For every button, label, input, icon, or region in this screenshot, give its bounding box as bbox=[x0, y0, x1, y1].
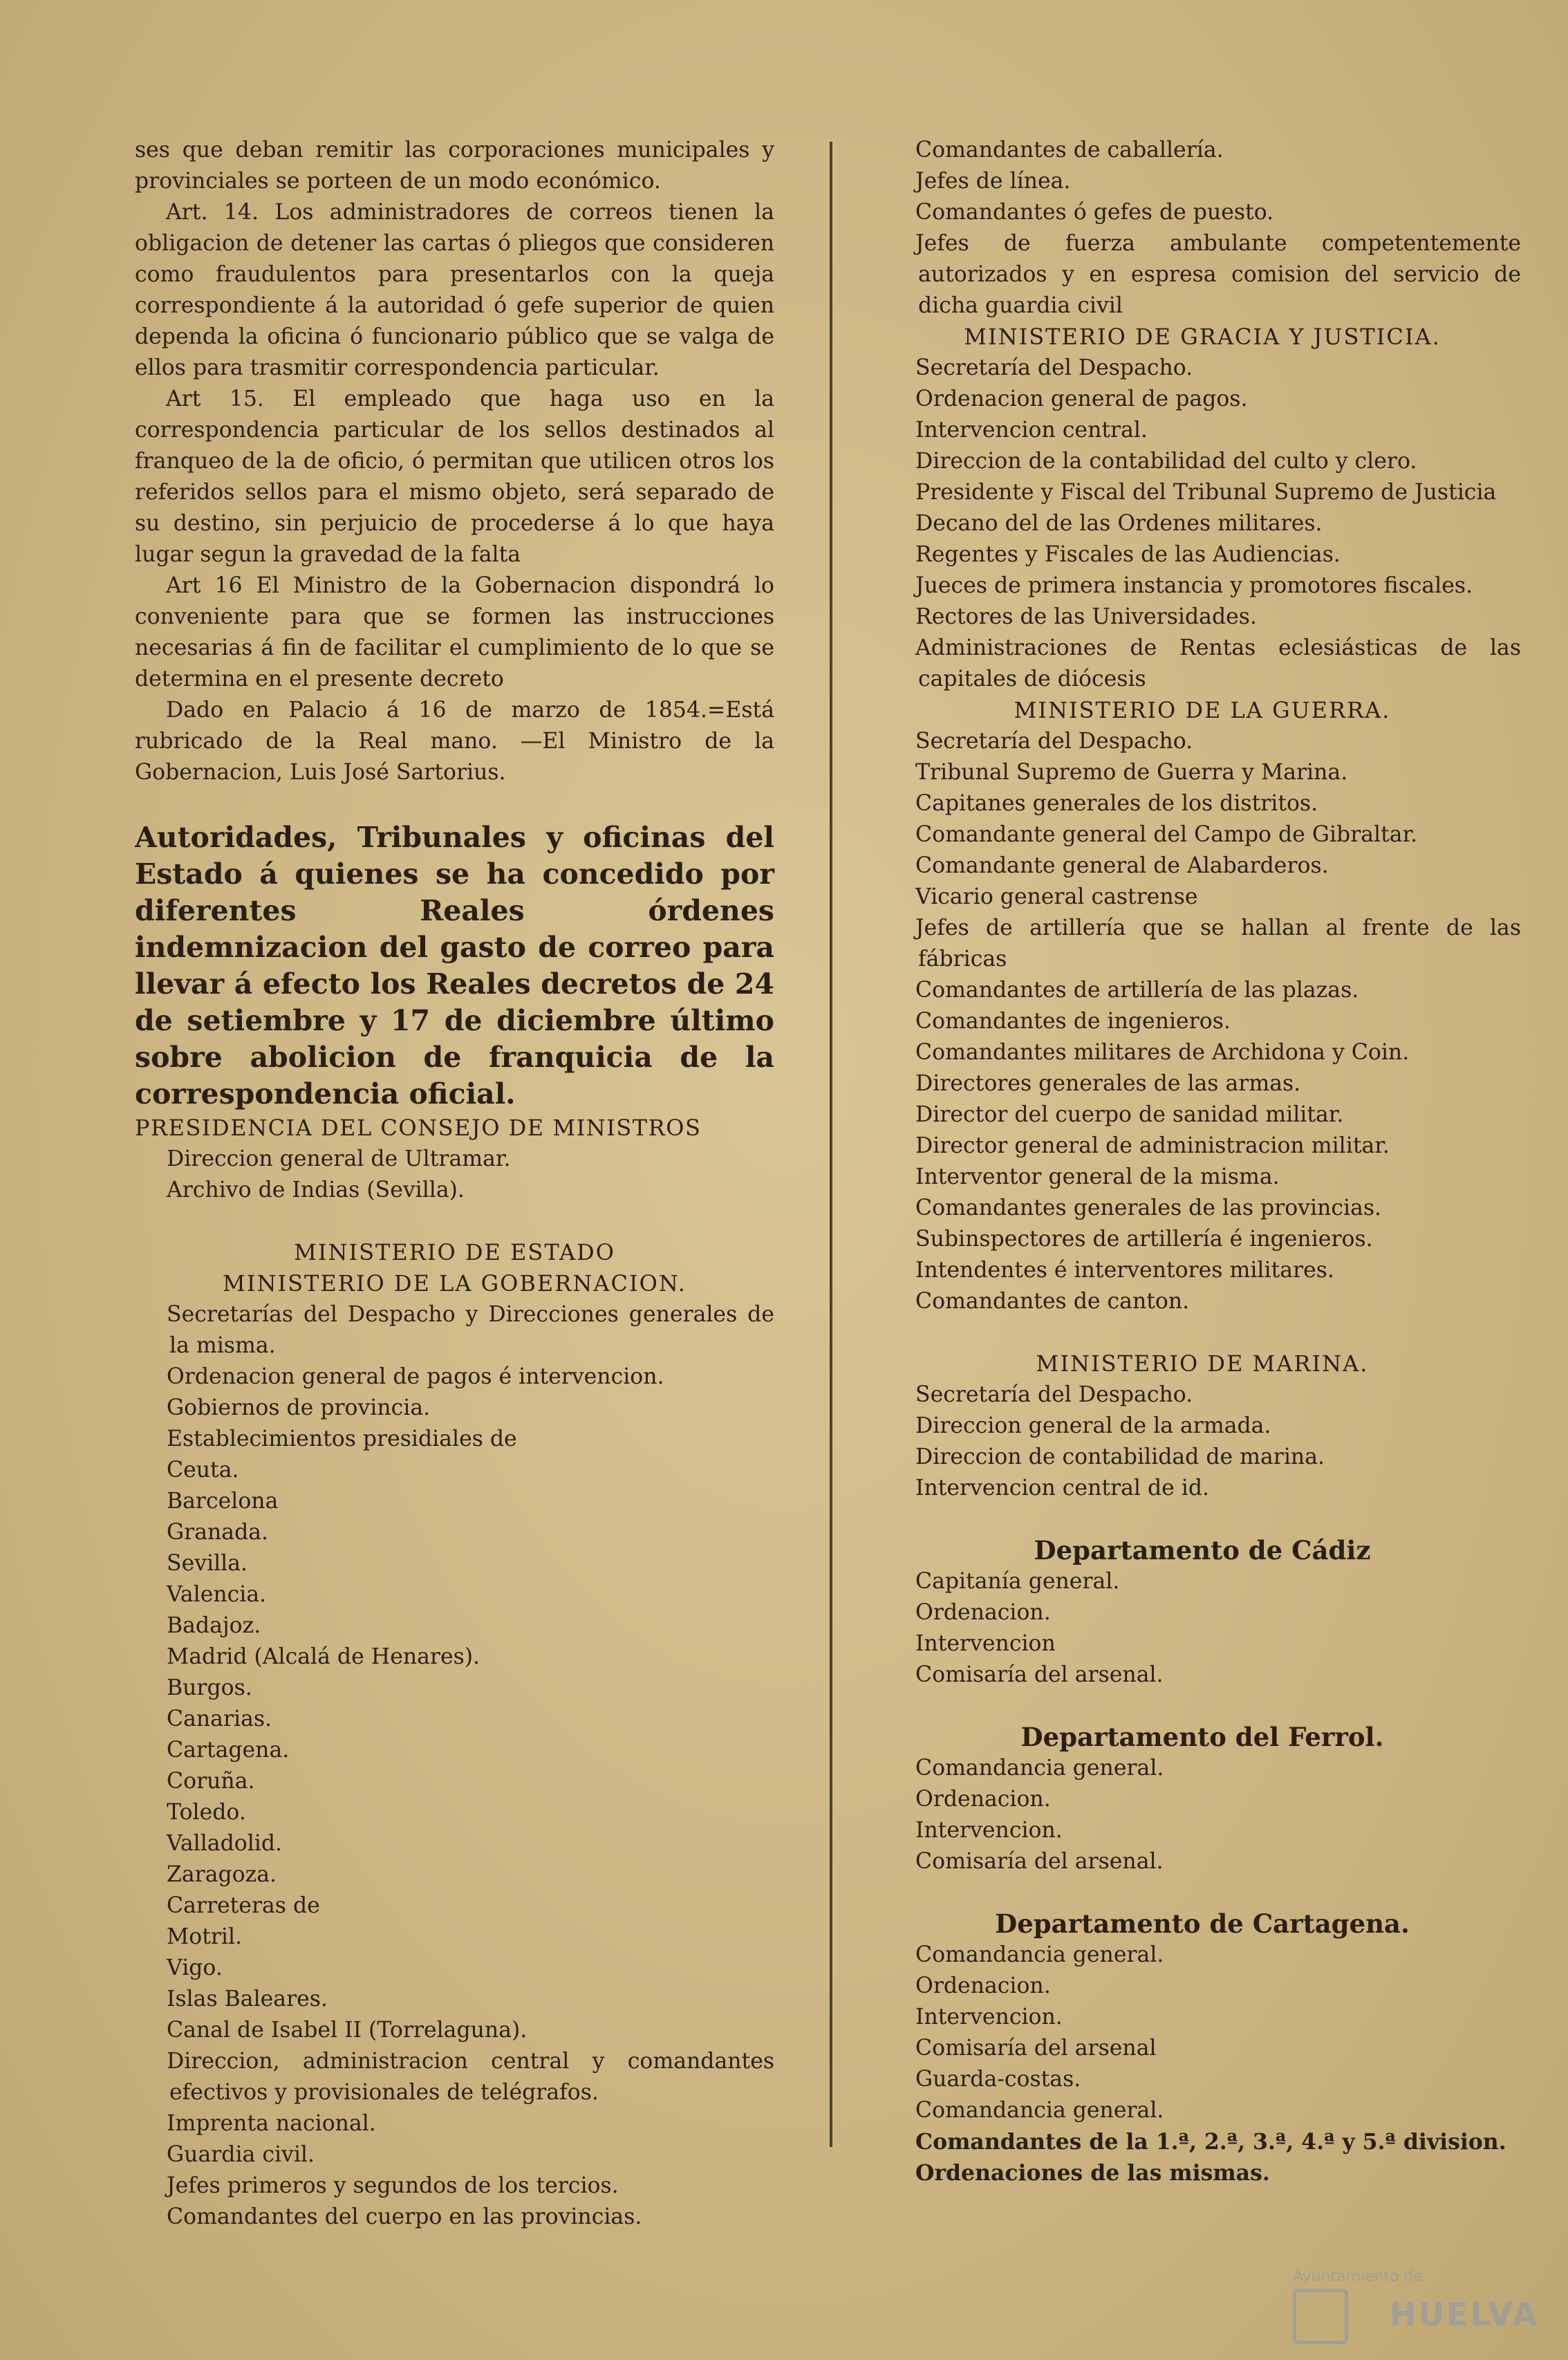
list-item: Secretaría del Despacho. bbox=[915, 355, 1193, 380]
list-item: Valladolid. bbox=[167, 1831, 283, 1856]
cadiz-heading: Departamento de Cádiz bbox=[1034, 1535, 1371, 1565]
right-column bbox=[884, 135, 1521, 2189]
presidencia-list bbox=[135, 1144, 774, 1206]
guerra-heading: MINISTERIO DE LA GUERRA. bbox=[1014, 697, 1391, 723]
ferrol-list bbox=[884, 1753, 1521, 1877]
list-item: Comisaría del arsenal. bbox=[915, 1662, 1164, 1687]
list-item: Director general de administracion militar. bbox=[915, 1133, 1390, 1158]
gobernacion-first-item: Secretarías del Despacho y Direcciones generales de la misma. bbox=[167, 1302, 774, 1358]
stamp-line1: Ayuntamiento de bbox=[1293, 2268, 1424, 2285]
list-item: Intervencion. bbox=[915, 1818, 1063, 1843]
list-item: Intendentes é interventores militares. bbox=[915, 1258, 1334, 1283]
list-item: Direccion general de Ultramar. bbox=[167, 1146, 511, 1171]
estado-heading: MINISTERIO DE ESTADO bbox=[294, 1239, 615, 1265]
presidencia-heading: PRESIDENCIA DEL CONSEJO DE MINISTROS bbox=[135, 1115, 702, 1141]
gobernacion-telegrafos: Direccion, administracion central y comandantes efectivos y provisionales de telégrafos. bbox=[167, 2049, 774, 2105]
list-item: Intervencion central. bbox=[915, 418, 1148, 443]
section-title: Autoridades, Tribunales y oficinas del Estado á quienes se ha concedido por diferentes Reales órdenes indemnizacion del gasto de correo para llevar á efecto los Reales decretos de 24 de setiembre y 17 de diciembre último sobre abolicion de franquicia de la correspondencia oficial. bbox=[135, 821, 774, 1111]
list-item: Intervencion. bbox=[915, 2005, 1063, 2029]
list-item: Canal de Isabel II (Torrelaguna). bbox=[167, 2018, 528, 2043]
article-paragraph: Art 16 El Ministro de la Gobernacion dispondrá lo conveniente para que se formen las instrucciones necesarias á fin de facilitar el cumplimiento de lo que se determina en el presente decreto bbox=[135, 573, 774, 691]
list-item: Comandancia general. bbox=[915, 1756, 1164, 1781]
marina-heading: MINISTERIO DE MARINA. bbox=[1036, 1350, 1369, 1377]
gracia-list-2 bbox=[884, 508, 1521, 633]
gracia-list bbox=[884, 353, 1521, 477]
divisiones: Comandantes de la 1.ª, 2.ª, 3.ª, 4.ª y 5.ª division. bbox=[915, 2129, 1506, 2155]
list-item: Tribunal Supremo de Guerra y Marina. bbox=[915, 760, 1348, 785]
list-item: Jefes de línea. bbox=[915, 169, 1071, 194]
list-item: Cartagena. bbox=[167, 1738, 290, 1763]
list-item: Decano del de las Ordenes militares. bbox=[915, 511, 1323, 536]
ordenaciones: Ordenaciones de las mismas. bbox=[915, 2160, 1270, 2186]
decree-articles bbox=[135, 135, 774, 788]
article-paragraph: Art 15. El empleado que haga uso en la correspondencia particular de los sellos destinados al franqueo de la de oficio, ó permitan que utilicen otros los referidos sellos para el mismo objeto, será separado de su destino, sin perjuicio de procederse á lo que haya lugar segun la gravedad de la falta bbox=[135, 387, 774, 567]
list-item: Comandantes militares de Archidona y Coin. bbox=[915, 1040, 1410, 1065]
ferrol-heading: Departamento del Ferrol. bbox=[1020, 1722, 1384, 1752]
list-item: Comandantes de caballería. bbox=[915, 138, 1224, 162]
article-paragraph: Dado en Palacio á 16 de marzo de 1854.=Está rubricado de la Real mano. —El Ministro de la Gobernacion, Luis José Sartorius. bbox=[135, 698, 774, 785]
gobernacion-list-tail bbox=[135, 2108, 774, 2233]
list-item: Comandancia general. bbox=[915, 2098, 1164, 2123]
list-item: Comisaría del arsenal bbox=[915, 2036, 1157, 2061]
list-item: Comandantes generales de las provincias. bbox=[915, 1196, 1382, 1220]
list-item: Secretaría del Despacho. bbox=[915, 729, 1193, 754]
list-item: Zaragoza. bbox=[167, 1862, 277, 1887]
list-item: Imprenta nacional. bbox=[167, 2111, 376, 2136]
list-item: Direccion general de la armada. bbox=[915, 1413, 1271, 1438]
guardia-civil-list bbox=[884, 135, 1521, 228]
list-item: Regentes y Fiscales de las Audiencias. bbox=[915, 542, 1341, 567]
list-item: Vicario general castrense bbox=[915, 884, 1198, 909]
list-item: Ordenacion general de pagos é intervencion. bbox=[167, 1364, 664, 1389]
list-item: Direccion de la contabilidad del culto y clero. bbox=[915, 449, 1417, 474]
gobernacion-list bbox=[135, 1362, 774, 2046]
list-item: Guarda-costas. bbox=[915, 2067, 1081, 2092]
guerra-list-2 bbox=[884, 975, 1521, 1317]
rentas-eclesiasticas: Administraciones de Rentas eclesiásticas de las capitales de diócesis bbox=[915, 635, 1521, 691]
fabricas: Jefes de artillería que se hallan al frente de las fábricas bbox=[915, 916, 1521, 972]
list-item: Subinspectores de artillería é ingenieros. bbox=[915, 1227, 1373, 1252]
list-item: Jefes primeros y segundos de los tercios. bbox=[167, 2173, 619, 2198]
list-item: Comandantes ó gefes de puesto. bbox=[915, 200, 1274, 225]
list-item: Ordenacion. bbox=[915, 1973, 1051, 1998]
list-item: Gobiernos de provincia. bbox=[167, 1395, 431, 1420]
list-item: Ordenacion. bbox=[915, 1787, 1051, 1812]
list-item: Ordenacion. bbox=[915, 1600, 1051, 1625]
list-item: Barcelona bbox=[167, 1489, 279, 1514]
list-item: Direccion de contabilidad de marina. bbox=[915, 1444, 1325, 1469]
cartagena-list bbox=[884, 1940, 1521, 2126]
column-divider bbox=[830, 142, 832, 2147]
list-item: Guardia civil. bbox=[167, 2142, 315, 2167]
cartagena-heading: Departamento de Cartagena. bbox=[995, 1908, 1410, 1939]
list-item: Comandantes de ingenieros. bbox=[915, 1009, 1231, 1034]
list-item: Comandantes del cuerpo en las provincias. bbox=[167, 2204, 642, 2229]
left-column bbox=[135, 135, 774, 2233]
list-item: Burgos. bbox=[167, 1675, 252, 1700]
list-item: Intervencion bbox=[915, 1631, 1056, 1656]
list-item: Director del cuerpo de sanidad militar. bbox=[915, 1102, 1344, 1127]
list-item: Comandante general del Campo de Gibraltar. bbox=[915, 822, 1418, 847]
list-item: Comandantes de artillería de las plazas. bbox=[915, 978, 1359, 1003]
list-item: Capitanía general. bbox=[915, 1569, 1120, 1594]
list-item: Carreteras de bbox=[167, 1893, 320, 1918]
list-item: Comisaría del arsenal. bbox=[915, 1849, 1164, 1874]
list-item: Jueces de primera instancia y promotores fiscales. bbox=[915, 573, 1473, 598]
list-item: Comandante general de Alabarderos. bbox=[915, 853, 1329, 878]
list-item: Capitanes generales de los distritos. bbox=[915, 791, 1318, 816]
shield-icon bbox=[1293, 2289, 1348, 2344]
list-item: Directores generales de las armas. bbox=[915, 1071, 1301, 1096]
list-item: Canarias. bbox=[167, 1707, 272, 1731]
list-item: Ordenacion general de pagos. bbox=[915, 387, 1248, 411]
archive-stamp bbox=[1293, 2254, 1540, 2337]
marina-list bbox=[884, 1379, 1521, 1504]
list-item: Comandantes de canton. bbox=[915, 1289, 1190, 1314]
article-paragraph: Art. 14. Los administradores de correos tienen la obligacion de detener las cartas ó pliegos que consideren como fraudulentos para presentarlos con la queja correspondiente á la autoridad ó gefe superior de quien dependa la oficina ó funcionario público que se valga de ellos para trasmitir correspondencia particular. bbox=[135, 200, 774, 380]
list-item: Establecimientos presidiales de bbox=[167, 1427, 517, 1451]
list-item: Rectores de las Universidades. bbox=[915, 604, 1257, 629]
list-item: Madrid (Alcalá de Henares). bbox=[167, 1644, 480, 1669]
tribunal-supremo: Presidente y Fiscal del Tribunal Supremo de Justicia bbox=[915, 480, 1497, 505]
stamp-line2: HUELVA bbox=[1390, 2296, 1540, 2333]
list-item: Valencia. bbox=[167, 1582, 267, 1607]
guerra-list bbox=[884, 726, 1521, 913]
list-item: Coruña. bbox=[167, 1769, 255, 1794]
list-item: Vigo. bbox=[167, 1955, 223, 1980]
list-item: Toledo. bbox=[167, 1800, 246, 1825]
list-item: Islas Baleares. bbox=[167, 1987, 328, 2011]
list-item: Archivo de Indias (Sevilla). bbox=[167, 1178, 465, 1202]
fuerza-ambulante: Jefes de fuerza ambulante competentemente autorizados y en espresa comision del servicio de dicha guardia civil bbox=[915, 231, 1521, 318]
list-item: Granada. bbox=[167, 1520, 269, 1545]
list-item: Ceuta. bbox=[167, 1458, 239, 1483]
list-item: Secretaría del Despacho. bbox=[915, 1382, 1193, 1407]
cadiz-list bbox=[884, 1566, 1521, 1691]
list-item: Interventor general de la misma. bbox=[915, 1164, 1280, 1189]
list-item: Sevilla. bbox=[167, 1551, 248, 1576]
article-paragraph: ses que deban remitir las corporaciones municipales y provinciales se porteen de un modo económico. bbox=[135, 138, 774, 194]
list-item: Motril. bbox=[167, 1924, 243, 1949]
list-item: Badajoz. bbox=[167, 1613, 261, 1638]
gracia-heading: MINISTERIO DE GRACIA Y JUSTICIA. bbox=[964, 324, 1441, 350]
list-item: Intervencion central de id. bbox=[915, 1476, 1210, 1500]
gobernacion-heading: MINISTERIO DE LA GOBERNACION. bbox=[223, 1270, 687, 1297]
list-item: Comandancia general. bbox=[915, 1942, 1164, 1967]
